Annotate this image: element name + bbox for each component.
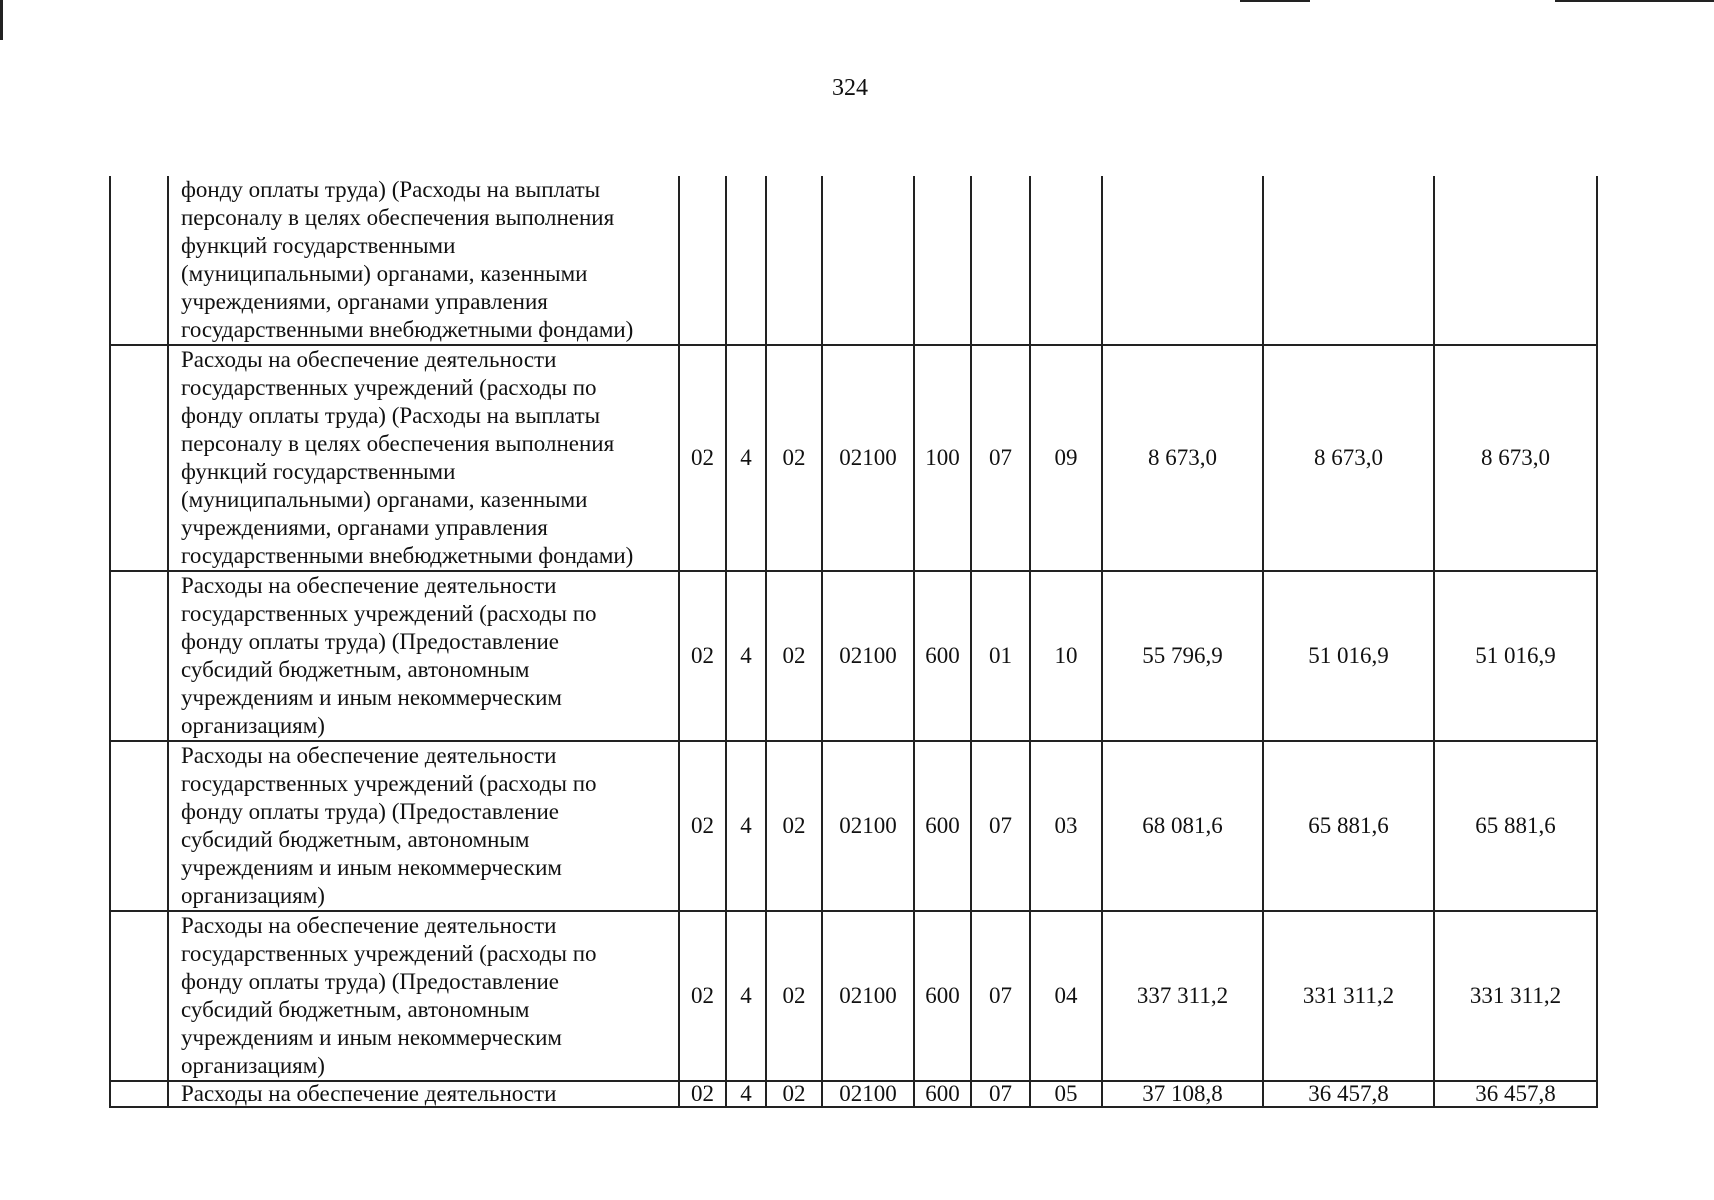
expense-name-line: фонду оплаты труда) (Предоставление (181, 799, 559, 824)
row-number-cell (110, 176, 168, 345)
code-5-cell: 600 (914, 571, 971, 741)
expense-name-line: персоналу в целях обеспечения выполнения (181, 205, 615, 230)
code-6-cell (971, 176, 1030, 345)
code-3-cell: 02 (766, 741, 822, 911)
code-4-cell: 02100 (822, 741, 914, 911)
code-3-cell: 02 (766, 345, 822, 571)
value-1-cell (1102, 176, 1263, 345)
code-3-cell (766, 176, 822, 345)
value-2-cell: 65 881,6 (1263, 741, 1434, 911)
expense-name-line: фонду оплаты труда) (Расходы на выплаты (181, 177, 601, 202)
page-number: 324 (832, 75, 868, 101)
expense-name-line: государственных учреждений (расходы по (181, 941, 597, 966)
scan-top-line (1555, 0, 1714, 2)
table-row (110, 176, 1597, 345)
code-2-cell: 4 (726, 345, 766, 571)
code-6-cell: 07 (971, 1081, 1030, 1107)
expense-name-line: фонду оплаты труда) (Расходы на выплаты (181, 403, 601, 428)
expense-name-line: функций государственными (181, 459, 456, 484)
code-2-cell: 4 (726, 911, 766, 1081)
table-row (110, 741, 1597, 911)
value-2-cell: 8 673,0 (1263, 345, 1434, 571)
expense-name-line: учреждениям и иным некоммерческим (181, 1025, 562, 1050)
value-1-cell: 55 796,9 (1102, 571, 1263, 741)
expense-name-line: учреждениям и иным некоммерческим (181, 855, 562, 880)
expense-name-line: Расходы на обеспечение деятельности (181, 573, 557, 598)
value-2-cell (1263, 176, 1434, 345)
value-3-cell: 65 881,6 (1434, 741, 1597, 911)
code-7-cell (1030, 176, 1102, 345)
table-row (110, 571, 1597, 741)
expense-name-cell (168, 741, 679, 911)
expense-name-line: (муниципальными) органами, казенными (181, 261, 588, 286)
expense-name-cell (168, 911, 679, 1081)
expense-name-line: функций государственными (181, 233, 456, 258)
expense-name-line: персоналу в целях обеспечения выполнения (181, 431, 615, 456)
expense-name-line: государственных учреждений (расходы по (181, 601, 597, 626)
code-1-cell: 02 (679, 1081, 726, 1107)
value-1-cell: 8 673,0 (1102, 345, 1263, 571)
code-6-cell: 01 (971, 571, 1030, 741)
scan-top-line (1240, 0, 1310, 2)
code-7-cell: 04 (1030, 911, 1102, 1081)
value-1-cell: 37 108,8 (1102, 1081, 1263, 1107)
code-7-cell: 03 (1030, 741, 1102, 911)
row-number-cell (110, 345, 168, 571)
code-1-cell: 02 (679, 345, 726, 571)
expense-name-line: учреждениями, органами управления (181, 289, 548, 314)
code-4-cell: 02100 (822, 571, 914, 741)
code-4-cell: 02100 (822, 1081, 914, 1107)
code-3-cell: 02 (766, 571, 822, 741)
expense-name-line: субсидий бюджетным, автономным (181, 997, 530, 1022)
code-2-cell: 4 (726, 1081, 766, 1107)
expense-name-line: организациям) (181, 1053, 325, 1078)
value-2-cell: 331 311,2 (1263, 911, 1434, 1081)
expense-name-line: (муниципальными) органами, казенными (181, 487, 588, 512)
code-3-cell: 02 (766, 1081, 822, 1107)
row-number-cell (110, 571, 168, 741)
value-1-cell: 68 081,6 (1102, 741, 1263, 911)
row-number-cell (110, 911, 168, 1081)
expense-name-line: Расходы на обеспечение деятельности (181, 743, 557, 768)
expense-name-cell (168, 1081, 679, 1107)
code-6-cell: 07 (971, 741, 1030, 911)
value-2-cell: 51 016,9 (1263, 571, 1434, 741)
expense-name-cell (168, 571, 679, 741)
table-row (110, 345, 1597, 571)
row-number-cell (110, 741, 168, 911)
scan-edge-mark (0, 0, 3, 40)
expense-name-line: фонду оплаты труда) (Предоставление (181, 969, 559, 994)
code-5-cell: 100 (914, 345, 971, 571)
value-3-cell (1434, 176, 1597, 345)
code-7-cell: 09 (1030, 345, 1102, 571)
expense-name-line: организациям) (181, 883, 325, 908)
value-1-cell: 337 311,2 (1102, 911, 1263, 1081)
code-5-cell: 600 (914, 911, 971, 1081)
row-number-cell (110, 1081, 168, 1107)
expense-name-line: субсидий бюджетным, автономным (181, 827, 530, 852)
code-5-cell: 600 (914, 1081, 971, 1107)
expense-name-line: субсидий бюджетным, автономным (181, 657, 530, 682)
code-2-cell: 4 (726, 571, 766, 741)
table-body (110, 176, 1597, 1107)
expense-name-line: государственных учреждений (расходы по (181, 375, 597, 400)
expense-name-line: фонду оплаты труда) (Предоставление (181, 629, 559, 654)
expense-name-line: Расходы на обеспечение деятельности (181, 913, 557, 938)
value-3-cell: 51 016,9 (1434, 571, 1597, 741)
expense-name-line: государственных учреждений (расходы по (181, 771, 597, 796)
code-1-cell: 02 (679, 911, 726, 1081)
table-row (110, 1081, 1597, 1107)
code-4-cell (822, 176, 914, 345)
expense-name-line: государственными внебюджетными фондами) (181, 317, 634, 342)
value-3-cell: 8 673,0 (1434, 345, 1597, 571)
expense-name-line: учреждениями, органами управления (181, 515, 548, 540)
expense-name-cell (168, 176, 679, 345)
expense-name-line: Расходы на обеспечение деятельности (181, 347, 557, 372)
code-6-cell: 07 (971, 911, 1030, 1081)
code-4-cell: 02100 (822, 345, 914, 571)
budget-table (109, 176, 1598, 1108)
value-3-cell: 36 457,8 (1434, 1081, 1597, 1107)
expense-name-cell (168, 345, 679, 571)
table-row (110, 911, 1597, 1081)
code-3-cell: 02 (766, 911, 822, 1081)
code-1-cell: 02 (679, 741, 726, 911)
code-7-cell: 05 (1030, 1081, 1102, 1107)
expense-name-line: Расходы на обеспечение деятельности (181, 1081, 557, 1106)
code-1-cell: 02 (679, 571, 726, 741)
value-3-cell: 331 311,2 (1434, 911, 1597, 1081)
code-4-cell: 02100 (822, 911, 914, 1081)
expense-name-line: государственными внебюджетными фондами) (181, 543, 634, 568)
code-5-cell (914, 176, 971, 345)
code-2-cell (726, 176, 766, 345)
expense-name-line: организациям) (181, 713, 325, 738)
code-1-cell (679, 176, 726, 345)
code-6-cell: 07 (971, 345, 1030, 571)
value-2-cell: 36 457,8 (1263, 1081, 1434, 1107)
code-2-cell: 4 (726, 741, 766, 911)
code-7-cell: 10 (1030, 571, 1102, 741)
code-5-cell: 600 (914, 741, 971, 911)
expense-name-line: учреждениям и иным некоммерческим (181, 685, 562, 710)
